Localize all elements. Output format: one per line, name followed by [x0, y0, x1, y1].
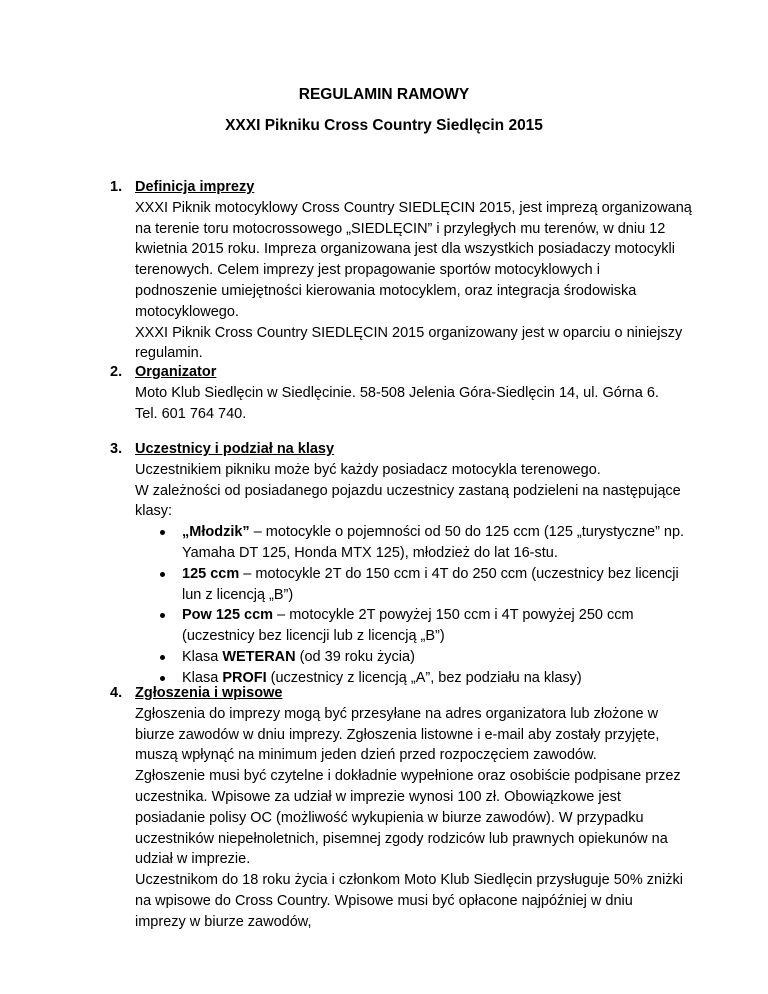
section-title: Organizator — [135, 364, 217, 380]
bullet-icon — [160, 572, 165, 577]
class-item-desc: – motocykle o pojemności od 50 do 125 ccm (125 „turystyczne” np. — [249, 524, 685, 541]
section-text-line: kwietnia 2015 roku. Impreza organizowana jest dla wszystkich posiadaczy motocykli — [135, 241, 675, 258]
section-text-line: na terenie toru motocrossowego „SIEDLĘCIN” i przyległych mu terenów, w dniu 12 — [135, 220, 666, 237]
section-number: 2. — [110, 364, 123, 380]
section-text-line: terenowych. Celem imprezy jest propagowanie sportów motocyklowych i — [135, 262, 600, 279]
section-text-line: muszą wpłynąć na minimum jeden dzień przed rozpoczęciem zawodów. — [135, 747, 597, 764]
bullet-icon — [160, 613, 165, 618]
class-item-name: 125 ccm — [182, 565, 240, 582]
section-number: 3. — [110, 441, 123, 457]
class-item-name: WETERAN — [222, 648, 296, 665]
class-item-continuation: Yamaha DT 125, Honda MTX 125), młodzież do lat 16-stu. — [182, 544, 558, 561]
section-heading — [110, 177, 710, 198]
class-item-name: „Młodzik” — [182, 524, 250, 541]
section-text-line: Moto Klub Siedlęcin w Siedlęcinie. 58-508 Jelenia Góra-Siedlęcin 14, ul. Górna 6. — [135, 384, 659, 401]
section-text-line: XXXI Piknik motocyklowy Cross Country SIEDLĘCIN 2015, jest imprezą organizowaną — [135, 199, 692, 216]
section-heading — [110, 439, 710, 460]
section-heading — [110, 683, 710, 704]
section-text-line: klasy: — [135, 503, 173, 520]
section-text-line: Uczestnikiem pikniku może być każdy posiadacz motocykla terenowego. — [135, 461, 601, 478]
class-item-mlodzik — [110, 522, 710, 564]
section-text-line: regulamin. — [135, 345, 203, 362]
bullet-icon — [160, 530, 165, 535]
bullet-icon — [160, 676, 165, 681]
class-item-125ccm — [110, 564, 710, 606]
class-item-pow125 — [110, 605, 710, 647]
section-organizer — [110, 362, 710, 424]
class-item-desc: – motocykle 2T do 150 ccm i 4T do 250 ccm (uczestnicy bez licencji — [239, 565, 679, 582]
section-text-line: biurze zawodów w dniu imprezy. Zgłoszenia listowne i e-mail aby zostały przyjęte, — [135, 726, 660, 743]
section-text-line: Uczestnikom do 18 roku życia i członkom Moto Klub Siedlęcin przysługuje 50% zniżki — [135, 872, 684, 889]
class-item-continuation: lun z licencją „B”) — [182, 586, 294, 603]
section-text-line: Zgłoszenie musi być czytelne i dokładnie wypełnione oraz osobiście podpisane przez — [135, 768, 681, 785]
section-text-line: uczestnika. Wpisowe za udział w imprezie wynosi 100 zł. Obowiązkowe jest — [135, 788, 621, 805]
section-text-line: W zależności od posiadanego pojazdu uczestnicy zastaną podzieleni na następujące — [135, 482, 681, 499]
class-item-continuation: (uczestnicy bez licencji lub z licencją „B”) — [182, 628, 445, 645]
section-text-line: imprezy w biurze zawodów, — [135, 913, 312, 930]
class-item-pre: Klasa — [182, 669, 223, 686]
section-text-line: podnoszenie umiejętności kierowania motocyklem, oraz integracja środowiska — [135, 282, 637, 299]
section-definition — [110, 177, 710, 364]
section-registration — [110, 683, 710, 933]
section-number: 1. — [110, 179, 123, 195]
section-text-line: udział w imprezie. — [135, 851, 251, 868]
section-text-line: motocyklowego. — [135, 303, 239, 320]
section-text-line: uczestników niepełnoletnich, pisemnej zgody rodziców lub prawnych opiekunów na — [135, 830, 668, 847]
section-text-line: XXXI Piknik Cross Country SIEDLĘCIN 2015 organizowany jest w oparciu o niniejszy — [135, 324, 683, 341]
section-title: Definicja imprezy — [135, 179, 255, 195]
class-item-desc: – motocykle 2T powyżej 150 ccm i 4T powyżej 250 ccm — [273, 607, 634, 624]
document-subtitle: XXXI Pikniku Cross Country Siedlęcin 2015 — [225, 117, 543, 134]
document-title: REGULAMIN RAMOWY — [298, 86, 470, 103]
class-item-desc: (od 39 roku życia) — [295, 648, 415, 665]
class-item-pre: Klasa — [182, 648, 223, 665]
class-item-desc: (uczestnicy z licencją „A”, bez podziału na klasy) — [266, 669, 582, 686]
class-list — [110, 522, 710, 688]
section-text-line: posiadanie polisy OC (możliwość wykupienia w biurze zawodów). W przypadku — [135, 809, 644, 826]
class-item-name: PROFI — [222, 669, 267, 686]
section-text-line: Tel. 601 764 740. — [135, 405, 247, 422]
bullet-icon — [160, 655, 165, 660]
section-title: Uczestnicy i podział na klasy — [135, 441, 335, 457]
class-item-name: Pow 125 ccm — [182, 607, 274, 624]
section-text-line: na wpisowe do Cross Country. Wpisowe musi być opłacone najpóźniej w dniu — [135, 892, 633, 909]
class-item-weteran — [110, 647, 710, 668]
section-title: Zgłoszenia i wpisowe — [135, 685, 283, 701]
section-number: 4. — [110, 685, 123, 701]
section-participants — [110, 439, 710, 689]
section-text-line: Zgłoszenia do imprezy mogą być przesyłane na adres organizatora lub złożone w — [135, 705, 659, 722]
section-heading — [110, 362, 710, 383]
